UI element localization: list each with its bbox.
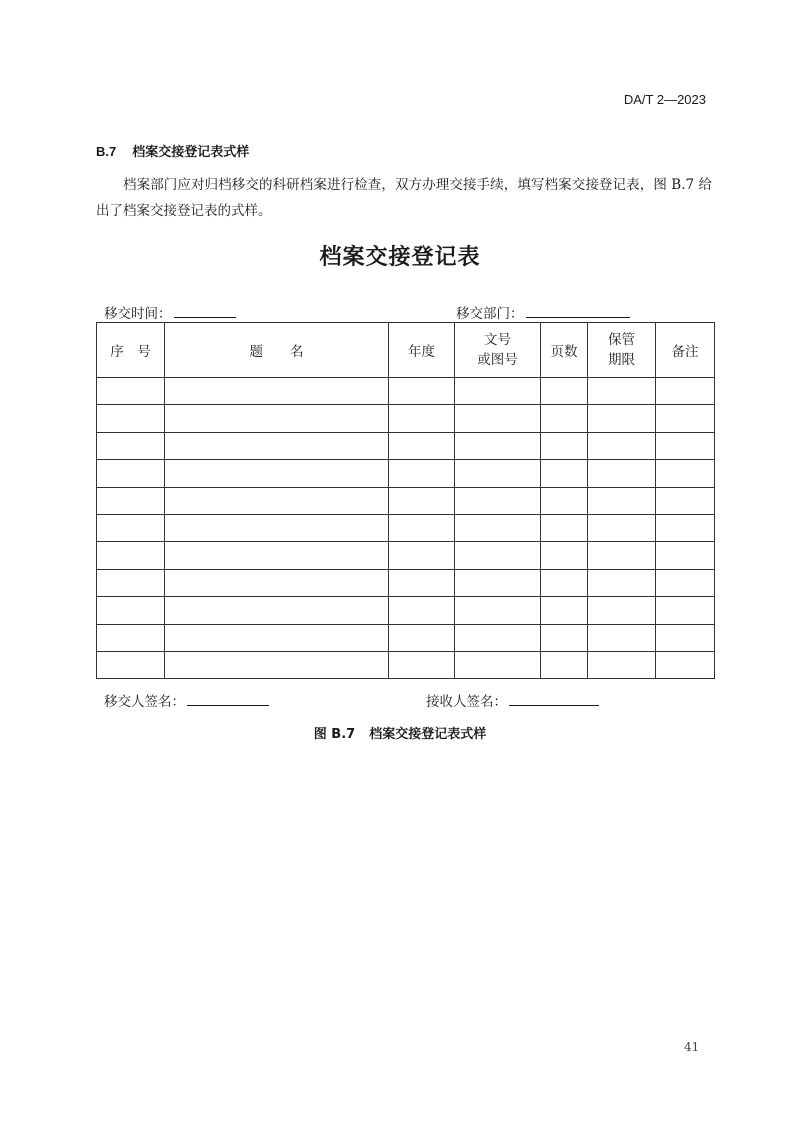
- col-header-doc-no-line1: 文号: [484, 332, 511, 348]
- table-cell: [588, 569, 656, 596]
- receiver-sign-blank: [509, 691, 599, 706]
- table-row: [97, 432, 715, 459]
- table-cell: [541, 405, 588, 432]
- table-cell: [389, 432, 455, 459]
- table-cell: [97, 487, 165, 514]
- table-cell: [165, 624, 389, 651]
- sender-sign-blank: [187, 691, 269, 706]
- table-row: [97, 597, 715, 624]
- table-cell: [455, 487, 541, 514]
- table-cell: [97, 569, 165, 596]
- col-header-retention-line1: 保管: [608, 332, 635, 348]
- receiver-sign-field: [426, 690, 599, 710]
- table-row: [97, 542, 715, 569]
- table-cell: [656, 487, 715, 514]
- table-cell: [656, 569, 715, 596]
- transfer-dept-label: 移交部门：: [456, 306, 524, 322]
- table-cell: [97, 597, 165, 624]
- receiver-sign-label: 接收人签名：: [426, 694, 507, 710]
- table-row: [97, 651, 715, 678]
- table-cell: [588, 405, 656, 432]
- col-header-pages: 页数: [541, 323, 588, 378]
- table-cell: [389, 597, 455, 624]
- sender-sign-field: [104, 690, 269, 710]
- col-header-year: 年度: [389, 323, 455, 378]
- table-cell: [656, 651, 715, 678]
- transfer-dept-blank: [526, 303, 630, 318]
- table-cell: [97, 432, 165, 459]
- section-number: B.7: [96, 144, 117, 159]
- table-cell: [455, 624, 541, 651]
- table-cell: [541, 487, 588, 514]
- table-cell: [541, 597, 588, 624]
- table-cell: [656, 597, 715, 624]
- transfer-dept-field: [456, 302, 630, 322]
- table-cell: [165, 405, 389, 432]
- table-cell: [455, 597, 541, 624]
- table-cell: [455, 460, 541, 487]
- table-cell: [389, 460, 455, 487]
- col-header-retention-line2: 期限: [608, 352, 635, 368]
- section-paragraph: 档案部门应对归档移交的科研档案进行检查，双方办理交接手续，填写档案交接登记表，图 B.7 给出了档案交接登记表的式样。: [96, 177, 712, 219]
- table-cell: [656, 378, 715, 405]
- table-cell: [97, 542, 165, 569]
- table-cell: [656, 624, 715, 651]
- table-row: [97, 405, 715, 432]
- sender-sign-label: 移交人签名：: [104, 694, 185, 710]
- figure-number: 图 B.7: [313, 727, 356, 742]
- table-cell: [455, 514, 541, 541]
- table-cell: [97, 651, 165, 678]
- table-cell: [165, 378, 389, 405]
- table-cell: [165, 597, 389, 624]
- table-cell: [389, 569, 455, 596]
- table-cell: [656, 432, 715, 459]
- section-title: 档案交接登记表式样: [132, 145, 250, 160]
- table-cell: [389, 378, 455, 405]
- table-cell: [165, 432, 389, 459]
- table-row: [97, 514, 715, 541]
- transfer-time-blank: [174, 303, 236, 318]
- table-cell: [588, 487, 656, 514]
- table-cell: [455, 569, 541, 596]
- table-cell: [541, 378, 588, 405]
- table-cell: [541, 514, 588, 541]
- table-cell: [588, 378, 656, 405]
- table-cell: [588, 432, 656, 459]
- table-row: [97, 487, 715, 514]
- table-cell: [656, 405, 715, 432]
- table-header-row: [97, 323, 715, 378]
- table-cell: [656, 514, 715, 541]
- table-cell: [455, 432, 541, 459]
- col-header-doc-no-line2: 或图号: [477, 352, 518, 368]
- table-row: [97, 624, 715, 651]
- standard-code: DA/T 2—2023: [623, 92, 706, 107]
- table-cell: [541, 569, 588, 596]
- table-cell: [541, 651, 588, 678]
- table-cell: [541, 542, 588, 569]
- table-cell: [165, 542, 389, 569]
- table-cell: [588, 514, 656, 541]
- col-header-remarks: 备注: [656, 323, 715, 378]
- table-cell: [165, 514, 389, 541]
- col-header-title: 题 名: [165, 323, 389, 378]
- table-cell: [455, 378, 541, 405]
- figure-caption: [0, 723, 800, 742]
- table-row: [97, 569, 715, 596]
- register-table: [96, 322, 715, 679]
- table-row: [97, 378, 715, 405]
- table-cell: [389, 405, 455, 432]
- table-cell: [588, 542, 656, 569]
- table-cell: [455, 651, 541, 678]
- table-row: [97, 460, 715, 487]
- section-heading: [96, 141, 249, 160]
- table-body: [97, 378, 715, 679]
- transfer-time-field: [104, 302, 236, 322]
- table-cell: [165, 569, 389, 596]
- table-cell: [165, 487, 389, 514]
- table-cell: [588, 624, 656, 651]
- table-cell: [97, 624, 165, 651]
- table-cell: [455, 542, 541, 569]
- table-cell: [541, 432, 588, 459]
- table-cell: [588, 597, 656, 624]
- table-cell: [389, 651, 455, 678]
- table-cell: [389, 487, 455, 514]
- figure-caption-text: 档案交接登记表式样: [369, 727, 487, 742]
- table-cell: [588, 651, 656, 678]
- table-cell: [455, 405, 541, 432]
- table-cell: [389, 542, 455, 569]
- table-cell: [389, 624, 455, 651]
- table-cell: [656, 542, 715, 569]
- table-cell: [97, 378, 165, 405]
- table-cell: [165, 460, 389, 487]
- table-cell: [97, 514, 165, 541]
- table-cell: [588, 460, 656, 487]
- table-cell: [97, 460, 165, 487]
- page-number: 41: [684, 1040, 700, 1054]
- table-cell: [541, 624, 588, 651]
- table-cell: [97, 405, 165, 432]
- col-header-doc-no: [455, 323, 541, 378]
- table-cell: [656, 460, 715, 487]
- table-cell: [389, 514, 455, 541]
- form-title: 档案交接登记表: [319, 245, 481, 270]
- col-header-retention: [588, 323, 656, 378]
- table-cell: [165, 651, 389, 678]
- table-cell: [541, 460, 588, 487]
- col-header-seq: 序 号: [97, 323, 165, 378]
- transfer-time-label: 移交时间：: [104, 306, 172, 322]
